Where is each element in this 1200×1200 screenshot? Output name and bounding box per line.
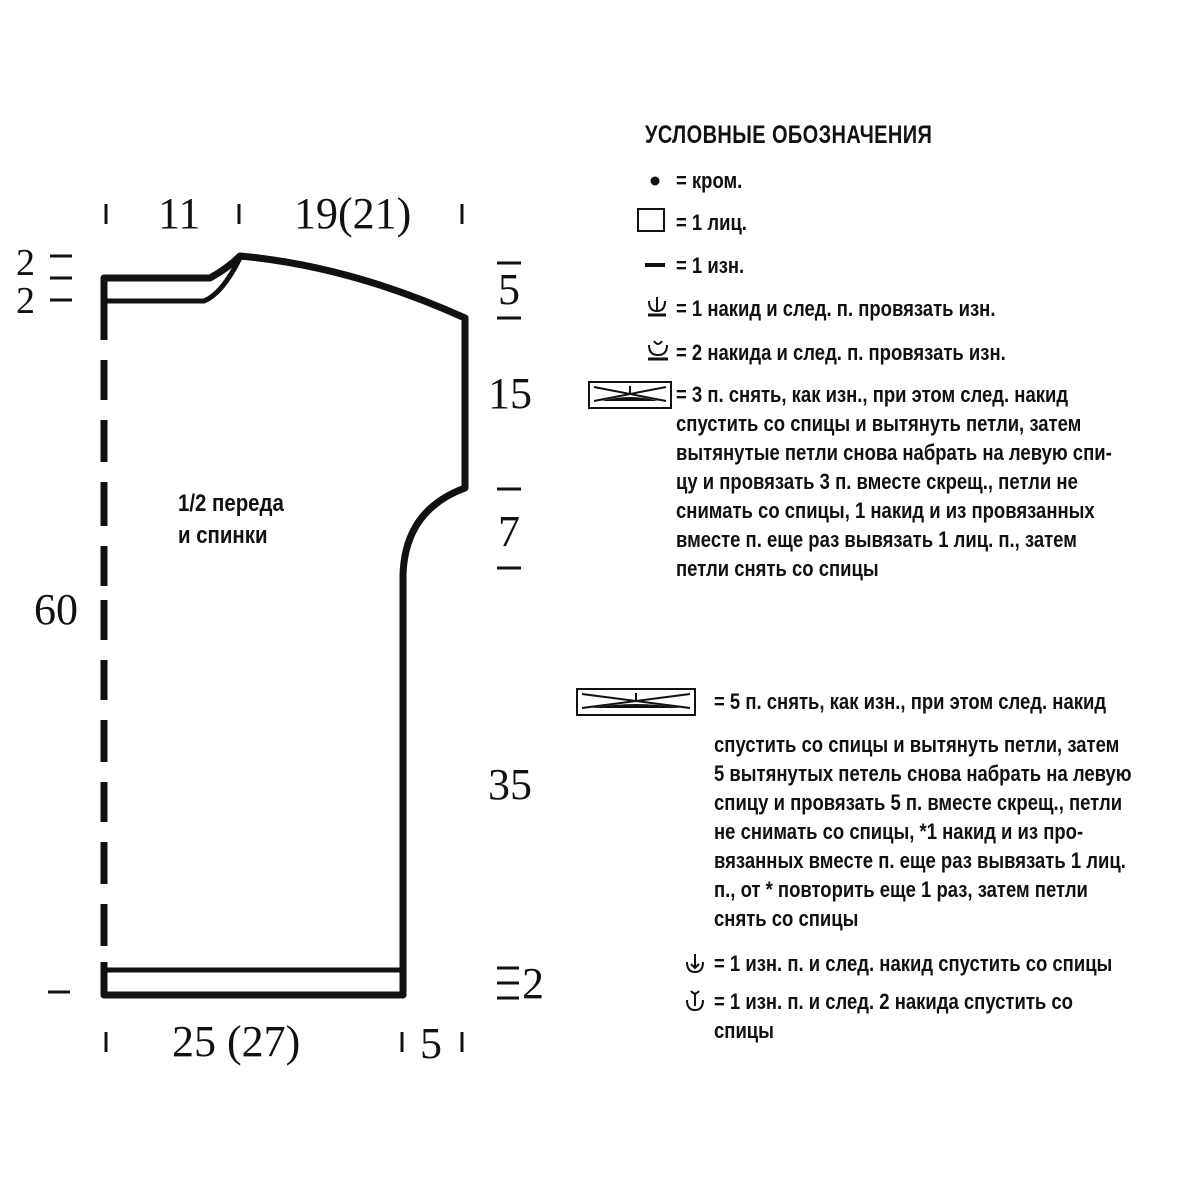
drop-two-yarn-overs-icon — [683, 988, 707, 1014]
dim-bottom-right: 5 — [420, 1019, 442, 1068]
legend-title: УСЛОВНЫЕ ОБОЗНАЧЕНИЯ — [645, 121, 933, 149]
legend-item-drop-1: = 1 изн. п. и след. накид спустить со спицы — [714, 951, 1113, 976]
cluster-5-line-5: не снимать со спицы, *1 накид и из про- — [714, 819, 1084, 844]
legend-item-knit: = 1 лиц. — [676, 210, 747, 235]
cluster-5-icon — [576, 688, 696, 716]
drop-yarn-over-icon — [683, 952, 707, 976]
dim-right-curve: 7 — [498, 507, 520, 556]
dim-right-armhole: 15 — [488, 369, 532, 418]
cluster-3-line-1: = 3 п. снять, как изн., при этом след. накид — [676, 382, 1069, 407]
dim-left-main: 60 — [34, 585, 78, 634]
cluster-3-line-6: вместе п. еще раз вывязать 1 лиц. п., затем — [676, 527, 1077, 552]
yarn-over-purl-icon — [645, 295, 669, 319]
dash-icon — [643, 260, 667, 270]
dot-icon — [648, 174, 662, 188]
legend-item-purl: = 1 изн. — [676, 253, 745, 278]
double-yarn-over-purl-icon — [645, 337, 671, 363]
dim-bottom-main: 25 (27) — [172, 1017, 301, 1066]
dim-top-left: 11 — [158, 189, 201, 238]
dim-left-upper-2: 2 — [16, 280, 35, 322]
legend-item-edge: = кром. — [676, 168, 743, 193]
piece-label-line-2: и спинки — [178, 522, 268, 549]
cluster-5-line-1: = 5 п. снять, как изн., при этом след. накид — [714, 689, 1107, 714]
dim-right-side: 35 — [488, 760, 532, 809]
cluster-3-line-2: спустить со спицы и вытянуть петли, затем — [676, 411, 1082, 436]
cluster-5-line-3: 5 вытянутых петель снова набрать на левую — [714, 761, 1132, 786]
piece-label — [178, 488, 284, 552]
cluster-5-line-6: вязанных вместе п. еще раз вывязать 1 лиц. — [714, 848, 1126, 873]
cluster-5-line-2: спустить со спицы и вытянуть петли, затем — [714, 732, 1120, 757]
square-icon — [636, 207, 666, 233]
cluster-3-line-3: вытянутые петли снова набрать на левую спи- — [676, 440, 1112, 465]
legend-item-drop-2 — [714, 987, 1073, 1045]
cluster-3-line-7: петли снять со спицы — [676, 556, 879, 581]
drop-2-line-1: = 1 изн. п. и след. 2 накида спустить со — [714, 989, 1073, 1014]
cluster-5-line-8: снять со спицы — [714, 906, 859, 931]
legend-item-cluster-3 — [676, 380, 1112, 583]
cluster-3-line-4: цу и провязать 3 п. вместе скрещ., петли не — [676, 469, 1078, 494]
legend-item-cluster-5 — [714, 687, 1132, 933]
dim-left-upper-1: 2 — [16, 242, 35, 284]
cluster-5-line-7: п., от * повторить еще 1 раз, затем петли — [714, 877, 1088, 902]
cluster-3-line-5: снимать со спицы, 1 накид и из провязанных — [676, 498, 1095, 523]
dim-top-right: 19(21) — [294, 189, 412, 238]
cluster-5-line-4: спицу и провязать 5 п. вместе скрещ., петли — [714, 790, 1123, 815]
legend-item-2yo-purl: = 2 накида и след. п. провязать изн. — [676, 340, 1006, 365]
cluster-3-icon — [588, 381, 672, 409]
dim-right-shoulder: 5 — [498, 265, 520, 314]
drop-2-line-2: спицы — [714, 1018, 774, 1043]
legend-item-yo-purl: = 1 накид и след. п. провязать изн. — [676, 296, 996, 321]
dim-right-bottom: 2 — [522, 959, 544, 1008]
piece-label-line-1: 1/2 переда — [178, 490, 284, 517]
garment-outline — [104, 256, 465, 995]
